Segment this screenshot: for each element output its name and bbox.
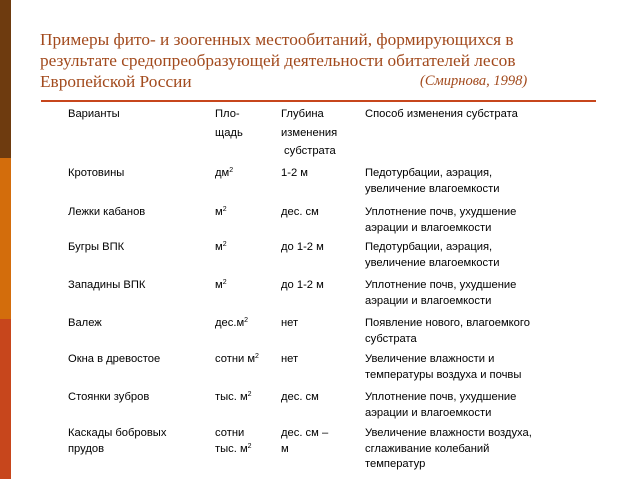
cell-line: температуры воздуха и почвы [365, 368, 522, 381]
cell-depth [281, 166, 308, 182]
cell-line: увеличение влагоемкости [365, 256, 500, 269]
cell-line: Увеличение влажности воздуха, [365, 427, 532, 439]
cell-line: Педотурбации, аэрация, [365, 241, 493, 253]
citation: (Смирнова, 1998) [420, 73, 528, 89]
cell-line: Окна в древостое [68, 353, 161, 365]
superscript: 2 [229, 167, 234, 174]
cell-area [215, 205, 227, 221]
cell-line: Появление нового, влагоемкого [365, 317, 530, 329]
cell-depth [281, 426, 328, 457]
cell-method [365, 166, 499, 197]
cell-line: дес. см [281, 391, 319, 403]
cell-depth [281, 316, 298, 332]
cell-line: м [215, 206, 223, 218]
cell-line: нет [281, 353, 299, 365]
superscript: 2 [247, 442, 252, 450]
cell-area [215, 316, 248, 332]
cell-area [215, 352, 259, 368]
cell-line: дм [215, 167, 230, 179]
cell-line: сотни [215, 427, 245, 439]
cell-line: Валеж [68, 317, 102, 329]
cell-variant [68, 390, 149, 406]
cell-line: сглаживание колебаний [365, 442, 490, 455]
cell-line: Кротовины [68, 167, 125, 179]
cell-depth [281, 390, 319, 406]
cell-line: Западины ВПК [68, 279, 146, 291]
cell-line: аэрации и влагоемкости [365, 294, 492, 307]
cell-line: Каскады бобровых [68, 427, 167, 439]
cell-method [365, 316, 530, 347]
cell-line: Увеличение влажности и [365, 353, 495, 365]
cell-variant [68, 278, 145, 294]
cell-variant [68, 426, 166, 457]
cell-line: Педотурбации, аэрация, [365, 167, 493, 179]
cell-line: сотни м [215, 353, 256, 365]
cell-area [215, 278, 227, 294]
cell-line: температур [365, 458, 426, 471]
header-depth-line-2: изменения [281, 126, 338, 139]
cell-line: Уплотнение почв, ухудшение [365, 391, 517, 403]
cell-line: аэрации и влагоемкости [365, 221, 492, 234]
title-line-3: Европейской России [40, 72, 192, 91]
cell-variant [68, 166, 124, 182]
cell-area [215, 166, 233, 182]
header-depth [281, 105, 337, 161]
cell-method [365, 390, 516, 421]
cell-line: м [215, 279, 223, 291]
superscript: 2 [222, 206, 227, 213]
superscript: 2 [255, 353, 259, 360]
cell-line: м [281, 442, 289, 455]
cell-variant [68, 205, 145, 221]
cell-line: аэрации и влагоемкости [365, 406, 492, 419]
cell-line: тыс. м [215, 391, 248, 403]
cell-depth [281, 205, 319, 221]
cell-line: нет [281, 317, 299, 329]
cell-line: Стоянки зубров [68, 391, 150, 403]
title-line-2: результате средопреобразующей деятельности обитателей лесов [40, 51, 516, 70]
cell-method [365, 240, 499, 271]
cell-method [365, 426, 532, 473]
cell-depth [281, 352, 298, 368]
cell-line: дес. см [281, 206, 319, 218]
title-line-1: Примеры фито- и зоогенных местообитаний, формирующихся в [40, 30, 514, 49]
cell-line: дес. см – [281, 427, 329, 439]
header-depth-line-1: Глубина [281, 108, 324, 120]
cell-line: Уплотнение почв, ухудшение [365, 279, 517, 291]
header-area-line-1: Пло- [215, 108, 240, 120]
header-variant: Варианты [68, 108, 120, 120]
cell-line: Бугры ВПК [68, 241, 125, 253]
cell-depth [281, 278, 324, 294]
cell-variant [68, 240, 124, 256]
cell-line: тыс. м [215, 442, 248, 455]
superscript: 2 [247, 391, 252, 398]
cell-line: прудов [68, 442, 105, 455]
cell-method [365, 205, 516, 236]
cell-line: увеличение влагоемкости [365, 182, 500, 195]
cell-line: до 1-2 м [281, 279, 324, 291]
header-area-line-2: щадь [215, 126, 243, 139]
cell-method [365, 278, 516, 309]
cell-method [365, 352, 521, 383]
cell-variant [68, 316, 102, 332]
cell-area [215, 426, 252, 457]
cell-line: до 1-2 м [281, 241, 324, 253]
cell-area [215, 390, 252, 406]
cell-line: Лежки кабанов [68, 206, 146, 218]
superscript: 2 [244, 317, 249, 324]
cell-line: дес.м [215, 317, 245, 329]
cell-line: Уплотнение почв, ухудшение [365, 206, 517, 218]
cell-area [215, 240, 227, 256]
header-area [215, 105, 243, 142]
cell-line: м [215, 241, 223, 253]
cell-depth [281, 240, 324, 256]
header-depth-line-3: субстрата [284, 145, 336, 157]
header-method: Способ изменения субстрата [365, 108, 518, 120]
superscript: 2 [222, 279, 227, 286]
cell-variant [68, 352, 160, 368]
cell-line: 1-2 м [281, 167, 308, 179]
superscript: 2 [222, 241, 227, 248]
cell-line: субстрата [365, 332, 417, 345]
